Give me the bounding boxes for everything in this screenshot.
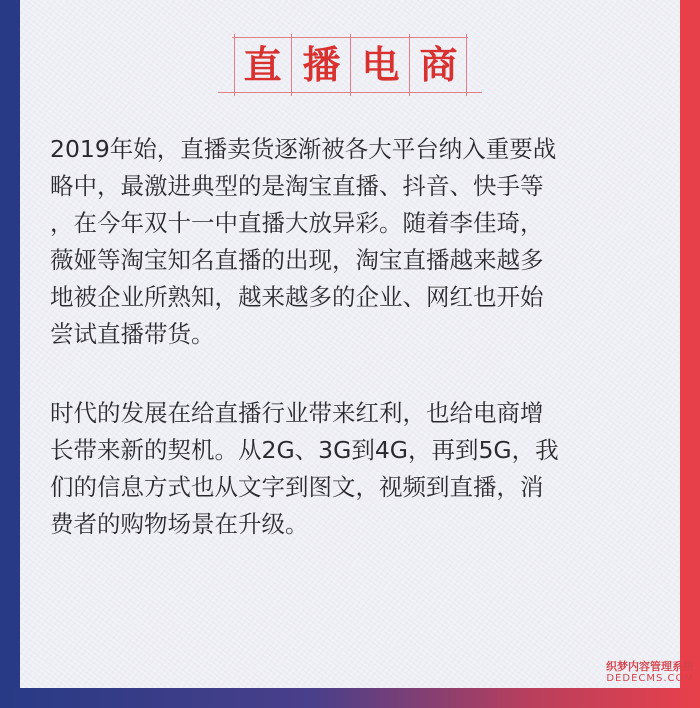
bottom-border-gradient (0, 688, 700, 708)
paragraph-line: 尝试直播带货。 (50, 320, 215, 348)
site-watermark (606, 661, 694, 684)
title-char-4: 商 (419, 42, 458, 87)
title-char-2: 播 (302, 42, 341, 87)
paragraph-2 (50, 395, 660, 543)
paragraph-line: ，在今年双十一中直播大放异彩。随着李佳琦， (50, 209, 544, 237)
title-char-1: 直 (243, 42, 282, 87)
paragraph-line: 地被企业所熟知，越来越多的企业、网红也开始 (50, 283, 544, 311)
title-guide-divider-3 (409, 34, 410, 96)
paragraph-line: 们的信息方式也从文字到图文，视频到直播，消 (50, 473, 544, 501)
title-char-3: 电 (361, 42, 400, 87)
paragraph-line: 长带来新的契机。从2G、3G到4G，再到5G，我 (50, 436, 559, 464)
title-guide-divider-1 (291, 34, 292, 96)
paragraph-line: 时代的发展在给直播行业带来红利，也给电商增 (50, 399, 544, 427)
left-border-stripe (0, 0, 20, 708)
title-guide-divider-2 (350, 34, 351, 96)
watermark-domain: DEDECMS.COM (606, 673, 694, 684)
paragraph-line: 略中，最激进典型的是淘宝直播、抖音、快手等 (50, 172, 544, 200)
right-border-stripe (680, 0, 700, 708)
section-title (232, 34, 468, 96)
title-guide-line-right (466, 34, 467, 96)
paragraph-line: 2019年始，直播卖货逐渐被各大平台纳入重要战 (50, 135, 557, 163)
watermark-title: 织梦内容管理系统 (606, 659, 694, 673)
article-body (50, 131, 660, 543)
paragraph-1 (50, 131, 660, 353)
paragraph-line: 薇娅等淘宝知名直播的出现，淘宝直播越来越多 (50, 246, 544, 274)
paragraph-line: 费者的购物场景在升级。 (50, 510, 309, 538)
